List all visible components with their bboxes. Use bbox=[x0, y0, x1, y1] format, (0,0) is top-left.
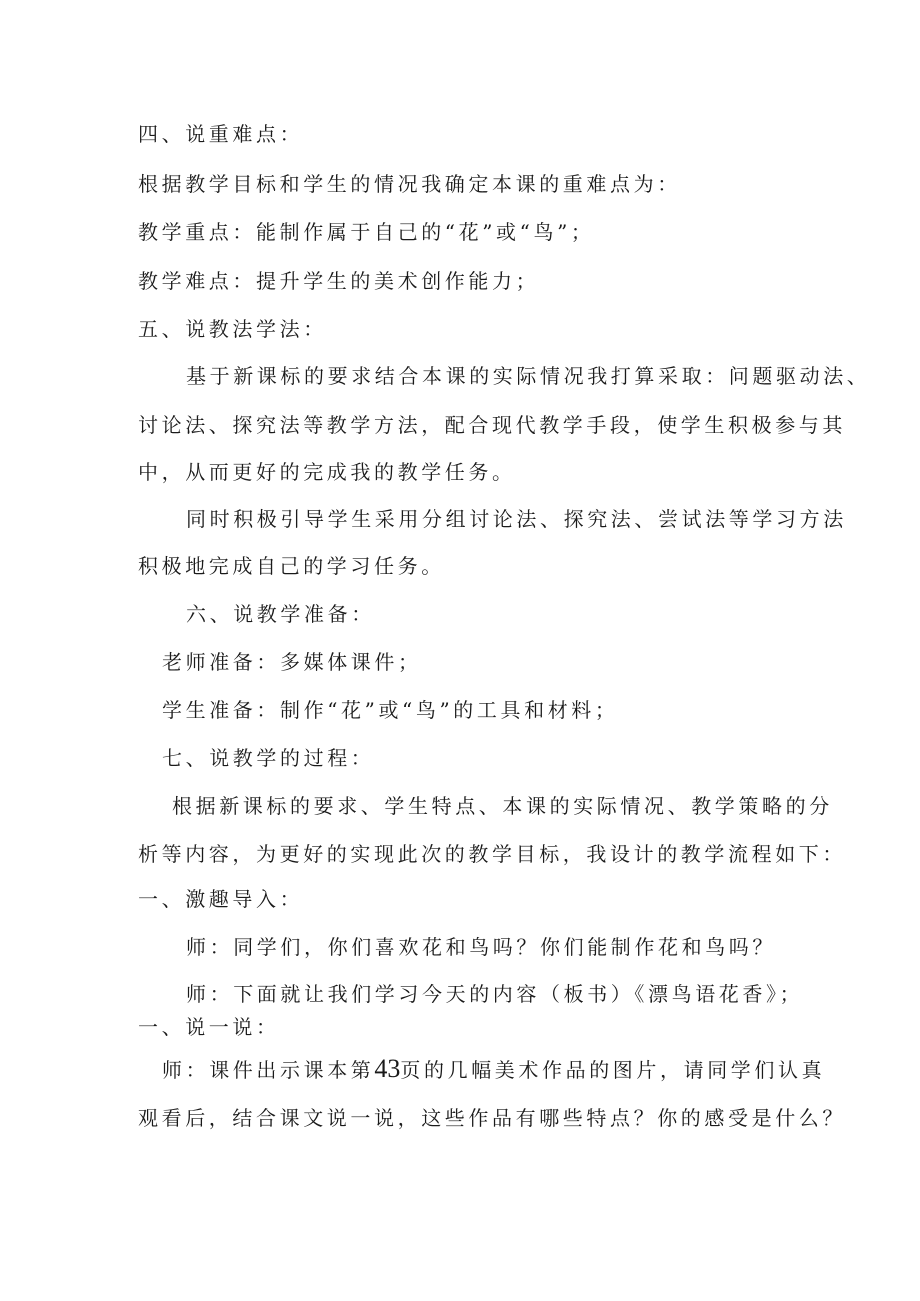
section-heading-preparation: 六、说教学准备： bbox=[186, 602, 375, 626]
methods-paragraph-line-2: 讨论法、探究法等教学方法，配合现代教学手段，使学生积极参与其 bbox=[138, 413, 846, 437]
student-preparation: 学生准备：制作“花”或“鸟”的工具和材料； bbox=[162, 698, 619, 722]
teacher-dialogue-2: 师：下面就让我们学习今天的内容（板书）《漂鸟语花香》； bbox=[186, 982, 804, 1006]
process-paragraph-line-1: 根据新课标的要求、学生特点、本课的实际情况、教学策略的分 bbox=[172, 794, 833, 818]
teacher-preparation: 老师准备：多媒体课件； bbox=[162, 650, 422, 674]
final-paragraph-text-a: 师：课件出示课本第 bbox=[162, 1058, 375, 1082]
key-point: 教学重点：能制作属于自己的“花”或“鸟”； bbox=[138, 220, 595, 244]
final-paragraph-line-2: 观看后，结合课文说一说，这些作品有哪些特点？你的感受是什么？ bbox=[138, 1106, 846, 1130]
step-heading-intro: 一、激趣导入： bbox=[138, 887, 304, 911]
difficulties-intro: 根据教学目标和学生的情况我确定本课的重难点为： bbox=[138, 172, 681, 196]
section-heading-process: 七、说教学的过程： bbox=[162, 746, 375, 770]
final-paragraph-line-1 bbox=[162, 1055, 825, 1084]
process-paragraph-line-2: 析等内容，为更好的实现此次的教学目标，我设计的教学流程如下： bbox=[138, 842, 846, 866]
final-paragraph-text-b: 页的几幅美术作品的图片，请同学们认真 bbox=[400, 1058, 826, 1082]
step-heading-discuss: 一、说一说： bbox=[138, 1015, 280, 1039]
learning-methods-line-2: 积极地完成自己的学习任务。 bbox=[138, 554, 445, 578]
page-number: 43 bbox=[374, 1054, 401, 1083]
difficult-point: 教学难点：提升学生的美术创作能力； bbox=[138, 269, 540, 293]
methods-paragraph-line-3: 中，从而更好的完成我的教学任务。 bbox=[138, 460, 516, 484]
methods-paragraph-line-1: 基于新课标的要求结合本课的实际情况我打算采取：问题驱动法、 bbox=[186, 364, 871, 388]
section-heading-difficulties: 四、说重难点： bbox=[138, 122, 304, 146]
teacher-dialogue-1: 师：同学们，你们喜欢花和鸟吗？你们能制作花和鸟吗？ bbox=[186, 935, 776, 959]
learning-methods-line-1: 同时积极引导学生采用分组讨论法、探究法、尝试法等学习方法 bbox=[186, 507, 847, 531]
section-heading-methods: 五、说教法学法： bbox=[138, 317, 327, 341]
